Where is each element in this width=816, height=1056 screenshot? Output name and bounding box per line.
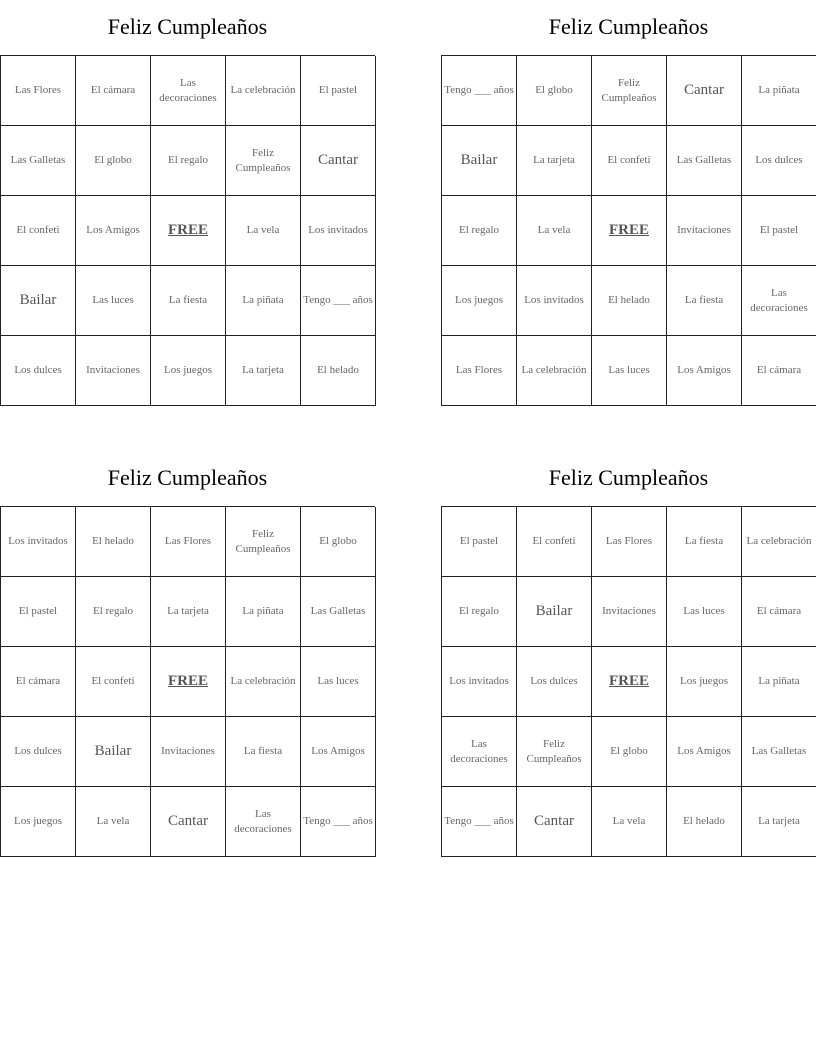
bingo-grid bbox=[0, 506, 375, 857]
bingo-cell: La celebración bbox=[226, 56, 301, 126]
bingo-cell: Bailar bbox=[76, 717, 151, 787]
bingo-cell: Las Flores bbox=[1, 56, 76, 126]
bingo-cell: Las decoraciones bbox=[226, 787, 301, 857]
bingo-cell: Los dulces bbox=[517, 647, 592, 717]
bingo-cell: Los dulces bbox=[1, 336, 76, 406]
bingo-cell: El cámara bbox=[76, 56, 151, 126]
bingo-cell: La tarjeta bbox=[517, 126, 592, 196]
bingo-cell: Las luces bbox=[667, 577, 742, 647]
bingo-cell: Cantar bbox=[151, 787, 226, 857]
bingo-cell: La fiesta bbox=[667, 507, 742, 577]
bingo-cell: La vela bbox=[592, 787, 667, 857]
bingo-cell: Los Amigos bbox=[301, 717, 376, 787]
bingo-cell: Los juegos bbox=[151, 336, 226, 406]
bingo-cell: El confeti bbox=[517, 507, 592, 577]
bingo-cell: El globo bbox=[592, 717, 667, 787]
bingo-cell: Las Galletas bbox=[301, 577, 376, 647]
bingo-cell: La fiesta bbox=[667, 266, 742, 336]
bingo-cell: Tengo ___ años bbox=[442, 787, 517, 857]
free-space: FREE bbox=[151, 196, 226, 266]
bingo-cell: Los juegos bbox=[1, 787, 76, 857]
bingo-cell: Las Galletas bbox=[667, 126, 742, 196]
bingo-grid bbox=[441, 506, 816, 857]
bingo-cell: Invitaciones bbox=[76, 336, 151, 406]
bingo-cell: Las luces bbox=[301, 647, 376, 717]
bingo-cell: La fiesta bbox=[151, 266, 226, 336]
bingo-cell: La celebración bbox=[517, 336, 592, 406]
bingo-cell: El confeti bbox=[592, 126, 667, 196]
bingo-cell: Las Galletas bbox=[742, 717, 816, 787]
bingo-cell: El globo bbox=[301, 507, 376, 577]
bingo-card-1 bbox=[0, 0, 375, 406]
bingo-cell: La piñata bbox=[742, 647, 816, 717]
bingo-cell: Bailar bbox=[517, 577, 592, 647]
bingo-cell: Los Amigos bbox=[667, 336, 742, 406]
bingo-cell: Los Amigos bbox=[667, 717, 742, 787]
bingo-cell: Los dulces bbox=[1, 717, 76, 787]
bingo-cell: Las decoraciones bbox=[742, 266, 816, 336]
bingo-cell: El regalo bbox=[442, 196, 517, 266]
bingo-cell: Tengo ___ años bbox=[301, 266, 376, 336]
bingo-cell: Los juegos bbox=[442, 266, 517, 336]
bingo-grid bbox=[0, 55, 375, 406]
bingo-cell: El pastel bbox=[442, 507, 517, 577]
card-title: Feliz Cumpleaños bbox=[548, 14, 709, 39]
bingo-cell: El globo bbox=[76, 126, 151, 196]
bingo-cell: El helado bbox=[592, 266, 667, 336]
bingo-cell: Las luces bbox=[76, 266, 151, 336]
bingo-cell: Los invitados bbox=[301, 196, 376, 266]
bingo-cell: El helado bbox=[76, 507, 151, 577]
bingo-cell: El cámara bbox=[1, 647, 76, 717]
bingo-cell: Bailar bbox=[1, 266, 76, 336]
bingo-card-4 bbox=[441, 451, 816, 857]
bingo-cell: La celebración bbox=[742, 507, 816, 577]
bingo-cell: Cantar bbox=[667, 56, 742, 126]
bingo-cell: Las Flores bbox=[151, 507, 226, 577]
bingo-cell: El confeti bbox=[76, 647, 151, 717]
card-title: Feliz Cumpleaños bbox=[107, 465, 268, 490]
bingo-cell: Las decoraciones bbox=[442, 717, 517, 787]
bingo-cell: Feliz Cumpleaños bbox=[517, 717, 592, 787]
bingo-cell: El helado bbox=[301, 336, 376, 406]
bingo-cell: El cámara bbox=[742, 577, 816, 647]
bingo-cell: Las Flores bbox=[442, 336, 517, 406]
bingo-cell: El cámara bbox=[742, 336, 816, 406]
card-title: Feliz Cumpleaños bbox=[107, 14, 268, 39]
bingo-cell: La tarjeta bbox=[151, 577, 226, 647]
bingo-cell: Feliz Cumpleaños bbox=[226, 507, 301, 577]
free-space: FREE bbox=[592, 196, 667, 266]
card-title: Feliz Cumpleaños bbox=[548, 465, 709, 490]
bingo-cell: La vela bbox=[76, 787, 151, 857]
bingo-cell: El pastel bbox=[1, 577, 76, 647]
bingo-cell: Cantar bbox=[517, 787, 592, 857]
bingo-cell: Feliz Cumpleaños bbox=[592, 56, 667, 126]
free-space: FREE bbox=[151, 647, 226, 717]
bingo-cell: La piñata bbox=[226, 577, 301, 647]
bingo-cell: La piñata bbox=[742, 56, 816, 126]
free-space: FREE bbox=[592, 647, 667, 717]
bingo-cell: Cantar bbox=[301, 126, 376, 196]
bingo-cell: El globo bbox=[517, 56, 592, 126]
bingo-cell: Las Flores bbox=[592, 507, 667, 577]
bingo-cell: Invitaciones bbox=[592, 577, 667, 647]
bingo-cell: Los juegos bbox=[667, 647, 742, 717]
bingo-cell: Tengo ___ años bbox=[442, 56, 517, 126]
bingo-cell: La tarjeta bbox=[742, 787, 816, 857]
bingo-card-2 bbox=[441, 0, 816, 406]
bingo-cell: La fiesta bbox=[226, 717, 301, 787]
bingo-cell: Bailar bbox=[442, 126, 517, 196]
bingo-cell: Los Amigos bbox=[76, 196, 151, 266]
bingo-cell: La celebración bbox=[226, 647, 301, 717]
bingo-cell: Invitaciones bbox=[151, 717, 226, 787]
bingo-cell: El pastel bbox=[742, 196, 816, 266]
bingo-cell: El helado bbox=[667, 787, 742, 857]
bingo-cell: Los invitados bbox=[442, 647, 517, 717]
bingo-cell: La vela bbox=[517, 196, 592, 266]
bingo-cell: Los invitados bbox=[517, 266, 592, 336]
bingo-cell: Los dulces bbox=[742, 126, 816, 196]
bingo-cell: Las decoraciones bbox=[151, 56, 226, 126]
bingo-cell: La tarjeta bbox=[226, 336, 301, 406]
bingo-cell: Los invitados bbox=[1, 507, 76, 577]
bingo-cell: El regalo bbox=[151, 126, 226, 196]
bingo-cell: Las Galletas bbox=[1, 126, 76, 196]
bingo-cell: El confeti bbox=[1, 196, 76, 266]
bingo-cell: Feliz Cumpleaños bbox=[226, 126, 301, 196]
bingo-cell: El pastel bbox=[301, 56, 376, 126]
bingo-cell: Las luces bbox=[592, 336, 667, 406]
bingo-cell: El regalo bbox=[76, 577, 151, 647]
bingo-cell: La piñata bbox=[226, 266, 301, 336]
bingo-cell: Invitaciones bbox=[667, 196, 742, 266]
bingo-cell: Tengo ___ años bbox=[301, 787, 376, 857]
bingo-cell: La vela bbox=[226, 196, 301, 266]
bingo-card-3 bbox=[0, 451, 375, 857]
bingo-cell: El regalo bbox=[442, 577, 517, 647]
bingo-grid bbox=[441, 55, 816, 406]
